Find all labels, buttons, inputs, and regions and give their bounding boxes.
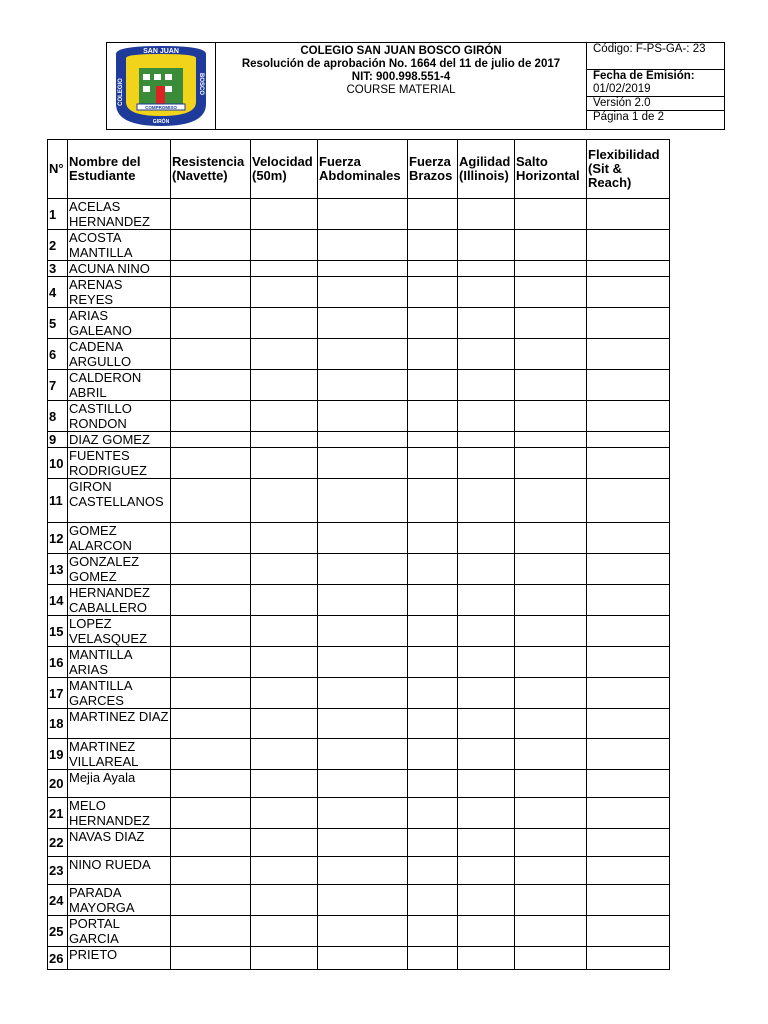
score-cell[interactable] [458, 308, 515, 339]
score-cell[interactable] [251, 947, 318, 970]
score-cell[interactable] [318, 401, 408, 432]
score-cell[interactable] [587, 401, 670, 432]
score-cell[interactable] [587, 230, 670, 261]
pagina-text: Página 1 de 2 [593, 111, 664, 124]
score-cell[interactable] [458, 647, 515, 678]
row-number: 10 [48, 448, 68, 479]
score-cell[interactable] [458, 829, 515, 857]
score-cell[interactable] [587, 739, 670, 770]
score-cell[interactable] [318, 479, 408, 523]
score-cell[interactable] [458, 709, 515, 739]
score-cell[interactable] [458, 479, 515, 523]
score-cell[interactable] [408, 770, 458, 798]
column-header: Salto Horizontal [515, 140, 587, 199]
row-number: 1 [48, 199, 68, 230]
score-cell[interactable] [171, 554, 251, 585]
score-cell[interactable] [408, 829, 458, 857]
score-cell[interactable] [251, 523, 318, 554]
table-row [48, 770, 670, 798]
table-row [48, 261, 670, 277]
score-cell[interactable] [587, 709, 670, 739]
table-row [48, 199, 670, 230]
student-name: MELO HERNANDEZ [68, 798, 171, 829]
table-row [48, 370, 670, 401]
score-cell[interactable] [458, 261, 515, 277]
row-number: 5 [48, 308, 68, 339]
score-cell[interactable] [587, 947, 670, 970]
score-cell[interactable] [587, 554, 670, 585]
column-header: Nombre del Estudiante [68, 140, 171, 199]
student-name: GONZALEZ GOMEZ [68, 554, 171, 585]
version-row [587, 97, 724, 112]
score-cell[interactable] [458, 798, 515, 829]
score-cell[interactable] [318, 857, 408, 885]
table-row [48, 277, 670, 308]
score-cell[interactable] [171, 616, 251, 647]
score-cell[interactable] [587, 585, 670, 616]
table-row [48, 523, 670, 554]
score-cell[interactable] [318, 739, 408, 770]
codigo-row [587, 43, 724, 70]
score-cell[interactable] [515, 230, 587, 261]
score-cell[interactable] [171, 308, 251, 339]
score-cell[interactable] [171, 885, 251, 916]
score-cell[interactable] [251, 401, 318, 432]
student-name: ARENAS REYES [68, 277, 171, 308]
row-number: 6 [48, 339, 68, 370]
student-name: PORTAL GARCIA [68, 916, 171, 947]
logo-cell [107, 43, 216, 129]
score-cell[interactable] [171, 448, 251, 479]
table-row [48, 647, 670, 678]
table-row [48, 885, 670, 916]
logo-ribbon-text: COMPROMISO [145, 105, 177, 110]
table-row [48, 916, 670, 947]
score-cell[interactable] [318, 709, 408, 739]
score-cell[interactable] [458, 448, 515, 479]
row-number: 20 [48, 770, 68, 798]
student-name: CADENA ARGULLO [68, 339, 171, 370]
student-name: MARTINEZ VILLAREAL [68, 739, 171, 770]
school-logo [112, 44, 210, 128]
score-cell[interactable] [587, 647, 670, 678]
score-cell[interactable] [171, 947, 251, 970]
student-name: ACOSTA MANTILLA [68, 230, 171, 261]
student-name: NINO RUEDA [68, 857, 171, 885]
score-cell[interactable] [515, 432, 587, 448]
score-cell[interactable] [171, 770, 251, 798]
row-number: 11 [48, 479, 68, 523]
score-cell[interactable] [515, 647, 587, 678]
score-cell[interactable] [515, 308, 587, 339]
score-cell[interactable] [171, 523, 251, 554]
score-cell[interactable] [515, 448, 587, 479]
score-cell[interactable] [458, 885, 515, 916]
score-cell[interactable] [171, 432, 251, 448]
score-cell[interactable] [251, 885, 318, 916]
column-header: Velocidad (50m) [251, 140, 318, 199]
score-cell[interactable] [171, 479, 251, 523]
score-cell[interactable] [251, 308, 318, 339]
row-number: 22 [48, 829, 68, 857]
table-row [48, 585, 670, 616]
score-cell[interactable] [171, 370, 251, 401]
score-cell[interactable] [318, 339, 408, 370]
score-cell[interactable] [171, 261, 251, 277]
score-cell[interactable] [587, 308, 670, 339]
school-name: COLEGIO SAN JUAN BOSCO GIRÓN [300, 45, 502, 57]
score-cell[interactable] [515, 199, 587, 230]
score-cell[interactable] [408, 432, 458, 448]
row-number: 16 [48, 647, 68, 678]
row-number: 15 [48, 616, 68, 647]
score-cell[interactable] [318, 432, 408, 448]
nit-text: NIT: 900.998.551-4 [351, 71, 451, 83]
table-row [48, 829, 670, 857]
score-cell[interactable] [251, 916, 318, 947]
score-cell[interactable] [587, 616, 670, 647]
score-cell[interactable] [515, 523, 587, 554]
logo-bottom-text: GIRÓN [152, 119, 170, 125]
student-name: GOMEZ ALARCON [68, 523, 171, 554]
fecha-label: Fecha de Emisión: [593, 69, 695, 82]
score-cell[interactable] [458, 277, 515, 308]
column-header: Resistencia (Navette) [171, 140, 251, 199]
score-cell[interactable] [251, 647, 318, 678]
score-cell[interactable] [458, 739, 515, 770]
score-cell[interactable] [251, 678, 318, 709]
score-cell[interactable] [458, 199, 515, 230]
pagina-row [587, 111, 724, 129]
score-cell[interactable] [251, 479, 318, 523]
score-cell[interactable] [251, 585, 318, 616]
student-name: FUENTES RODRIGUEZ [68, 448, 171, 479]
score-cell[interactable] [458, 523, 515, 554]
score-cell[interactable] [458, 401, 515, 432]
score-cell[interactable] [251, 829, 318, 857]
score-cell[interactable] [408, 448, 458, 479]
student-name: ACELAS HERNANDEZ [68, 199, 171, 230]
student-name: CASTILLO RONDON [68, 401, 171, 432]
score-cell[interactable] [458, 554, 515, 585]
student-name: DIAZ GOMEZ [68, 432, 171, 448]
table-row [48, 857, 670, 885]
document-type: COURSE MATERIAL [346, 84, 456, 96]
fecha-value: 01/02/2019 [593, 82, 651, 95]
score-cell[interactable] [171, 829, 251, 857]
row-number: 21 [48, 798, 68, 829]
score-cell[interactable] [515, 585, 587, 616]
title-cell [216, 43, 587, 129]
row-number: 2 [48, 230, 68, 261]
student-name: Mejia Ayala [68, 770, 171, 798]
score-cell[interactable] [408, 339, 458, 370]
row-number: 25 [48, 916, 68, 947]
score-cell[interactable] [251, 709, 318, 739]
table-row [48, 739, 670, 770]
score-cell[interactable] [587, 678, 670, 709]
score-cell[interactable] [408, 916, 458, 947]
table-row [48, 401, 670, 432]
score-cell[interactable] [408, 678, 458, 709]
row-number: 7 [48, 370, 68, 401]
student-name: ACUNA NINO [68, 261, 171, 277]
score-cell[interactable] [318, 885, 408, 916]
score-cell[interactable] [408, 401, 458, 432]
score-cell[interactable] [251, 339, 318, 370]
score-cell[interactable] [251, 770, 318, 798]
score-cell[interactable] [251, 261, 318, 277]
score-cell[interactable] [515, 616, 587, 647]
table-row [48, 709, 670, 739]
score-cell[interactable] [408, 616, 458, 647]
fecha-row [587, 70, 724, 97]
logo-right-text: BOSCO [198, 72, 204, 96]
score-cell[interactable] [408, 230, 458, 261]
score-cell[interactable] [515, 339, 587, 370]
score-cell[interactable] [408, 479, 458, 523]
logo-arc-text: SAN JUAN [143, 48, 179, 55]
document-header [106, 42, 725, 130]
score-cell[interactable] [251, 230, 318, 261]
score-cell[interactable] [515, 885, 587, 916]
row-number: 8 [48, 401, 68, 432]
version-text: Versión 2.0 [593, 96, 651, 109]
table-row [48, 432, 670, 448]
score-cell[interactable] [587, 829, 670, 857]
score-cell[interactable] [318, 230, 408, 261]
score-cell[interactable] [318, 585, 408, 616]
score-cell[interactable] [458, 616, 515, 647]
row-number: 23 [48, 857, 68, 885]
score-cell[interactable] [458, 916, 515, 947]
score-cell[interactable] [408, 308, 458, 339]
table-row [48, 339, 670, 370]
score-cell[interactable] [171, 401, 251, 432]
score-cell[interactable] [318, 647, 408, 678]
logo-left-text: COLEGIO [118, 78, 124, 106]
score-cell[interactable] [408, 709, 458, 739]
row-number: 17 [48, 678, 68, 709]
score-cell[interactable] [515, 916, 587, 947]
score-cell[interactable] [408, 798, 458, 829]
score-cell[interactable] [318, 554, 408, 585]
score-cell[interactable] [251, 448, 318, 479]
score-cell[interactable] [515, 857, 587, 885]
score-cell[interactable] [408, 739, 458, 770]
score-cell[interactable] [515, 401, 587, 432]
score-cell[interactable] [171, 678, 251, 709]
score-cell[interactable] [251, 432, 318, 448]
score-cell[interactable] [171, 647, 251, 678]
score-cell[interactable] [587, 885, 670, 916]
score-cell[interactable] [587, 798, 670, 829]
table-header-row [48, 140, 670, 199]
row-number: 24 [48, 885, 68, 916]
table-row [48, 554, 670, 585]
score-cell[interactable] [458, 370, 515, 401]
score-cell[interactable] [587, 370, 670, 401]
student-name: GIRON CASTELLANOS [68, 479, 171, 523]
score-cell[interactable] [515, 770, 587, 798]
column-header: Flexibilidad (Sit & Reach) [587, 140, 670, 199]
score-cell[interactable] [515, 829, 587, 857]
score-cell[interactable] [458, 432, 515, 448]
score-cell[interactable] [318, 678, 408, 709]
score-cell[interactable] [318, 448, 408, 479]
score-cell[interactable] [318, 616, 408, 647]
score-cell[interactable] [171, 277, 251, 308]
score-cell[interactable] [171, 230, 251, 261]
resolution-text: Resolución de aprobación No. 1664 del 11 de julio de 2017 [241, 58, 561, 70]
score-cell[interactable] [515, 739, 587, 770]
score-cell[interactable] [515, 277, 587, 308]
student-name: MANTILLA ARIAS [68, 647, 171, 678]
column-header: N° [48, 140, 68, 199]
score-cell[interactable] [318, 947, 408, 970]
score-cell[interactable] [408, 885, 458, 916]
score-cell[interactable] [171, 916, 251, 947]
student-name: ARIAS GALEANO [68, 308, 171, 339]
column-header: Fuerza Abdominales [318, 140, 408, 199]
score-cell[interactable] [318, 277, 408, 308]
score-cell[interactable] [587, 339, 670, 370]
student-table [47, 139, 670, 970]
row-number: 14 [48, 585, 68, 616]
column-header: Agilidad (Illinois) [458, 140, 515, 199]
score-cell[interactable] [318, 199, 408, 230]
score-cell[interactable] [587, 916, 670, 947]
row-number: 18 [48, 709, 68, 739]
score-cell[interactable] [458, 947, 515, 970]
score-cell[interactable] [318, 798, 408, 829]
score-cell[interactable] [318, 829, 408, 857]
score-cell[interactable] [458, 339, 515, 370]
score-cell[interactable] [408, 585, 458, 616]
score-cell[interactable] [171, 709, 251, 739]
score-cell[interactable] [251, 199, 318, 230]
student-name: HERNANDEZ CABALLERO [68, 585, 171, 616]
score-cell[interactable] [408, 261, 458, 277]
score-cell[interactable] [408, 647, 458, 678]
score-cell[interactable] [515, 479, 587, 523]
score-cell[interactable] [318, 261, 408, 277]
student-name: NAVAS DIAZ [68, 829, 171, 857]
score-cell[interactable] [587, 479, 670, 523]
row-number: 19 [48, 739, 68, 770]
table-row [48, 448, 670, 479]
score-cell[interactable] [587, 432, 670, 448]
score-cell[interactable] [251, 798, 318, 829]
score-cell[interactable] [408, 199, 458, 230]
student-name: PRIETO [68, 947, 171, 970]
score-cell[interactable] [587, 261, 670, 277]
score-cell[interactable] [408, 370, 458, 401]
score-cell[interactable] [587, 523, 670, 554]
score-cell[interactable] [458, 678, 515, 709]
score-cell[interactable] [318, 916, 408, 947]
score-cell[interactable] [171, 199, 251, 230]
table-row [48, 616, 670, 647]
score-cell[interactable] [171, 739, 251, 770]
table-body [48, 199, 670, 970]
score-cell[interactable] [515, 370, 587, 401]
score-cell[interactable] [318, 308, 408, 339]
score-cell[interactable] [408, 947, 458, 970]
score-cell[interactable] [318, 770, 408, 798]
row-number: 3 [48, 261, 68, 277]
score-cell[interactable] [171, 857, 251, 885]
score-cell[interactable] [251, 616, 318, 647]
score-cell[interactable] [458, 770, 515, 798]
score-cell[interactable] [408, 523, 458, 554]
score-cell[interactable] [515, 554, 587, 585]
table-row [48, 798, 670, 829]
score-cell[interactable] [171, 585, 251, 616]
row-number: 4 [48, 277, 68, 308]
table-row [48, 308, 670, 339]
student-name: MANTILLA GARCES [68, 678, 171, 709]
score-cell[interactable] [458, 857, 515, 885]
table-row [48, 230, 670, 261]
score-cell[interactable] [587, 770, 670, 798]
score-cell[interactable] [515, 798, 587, 829]
score-cell[interactable] [458, 585, 515, 616]
row-number: 9 [48, 432, 68, 448]
score-cell[interactable] [587, 857, 670, 885]
table-row [48, 678, 670, 709]
score-cell[interactable] [515, 947, 587, 970]
meta-cell [587, 43, 724, 129]
table-row [48, 479, 670, 523]
score-cell[interactable] [587, 199, 670, 230]
score-cell[interactable] [515, 709, 587, 739]
score-cell[interactable] [171, 339, 251, 370]
score-cell[interactable] [251, 554, 318, 585]
row-number: 26 [48, 947, 68, 970]
score-cell[interactable] [318, 370, 408, 401]
student-name: PARADA MAYORGA [68, 885, 171, 916]
student-name: CALDERON ABRIL [68, 370, 171, 401]
table-row [48, 947, 670, 970]
score-cell[interactable] [251, 739, 318, 770]
score-cell[interactable] [515, 678, 587, 709]
row-number: 12 [48, 523, 68, 554]
score-cell[interactable] [408, 857, 458, 885]
score-cell[interactable] [458, 230, 515, 261]
student-name: MARTINEZ DIAZ [68, 709, 171, 739]
score-cell[interactable] [251, 857, 318, 885]
score-cell[interactable] [587, 448, 670, 479]
score-cell[interactable] [251, 370, 318, 401]
codigo-text: Código: F-PS-GA-: 23 [593, 43, 706, 55]
score-cell[interactable] [515, 261, 587, 277]
score-cell[interactable] [408, 554, 458, 585]
column-header: Fuerza Brazos [408, 140, 458, 199]
student-name: LOPEZ VELASQUEZ [68, 616, 171, 647]
score-cell[interactable] [171, 798, 251, 829]
score-cell[interactable] [587, 277, 670, 308]
score-cell[interactable] [251, 277, 318, 308]
score-cell[interactable] [318, 523, 408, 554]
score-cell[interactable] [408, 277, 458, 308]
row-number: 13 [48, 554, 68, 585]
